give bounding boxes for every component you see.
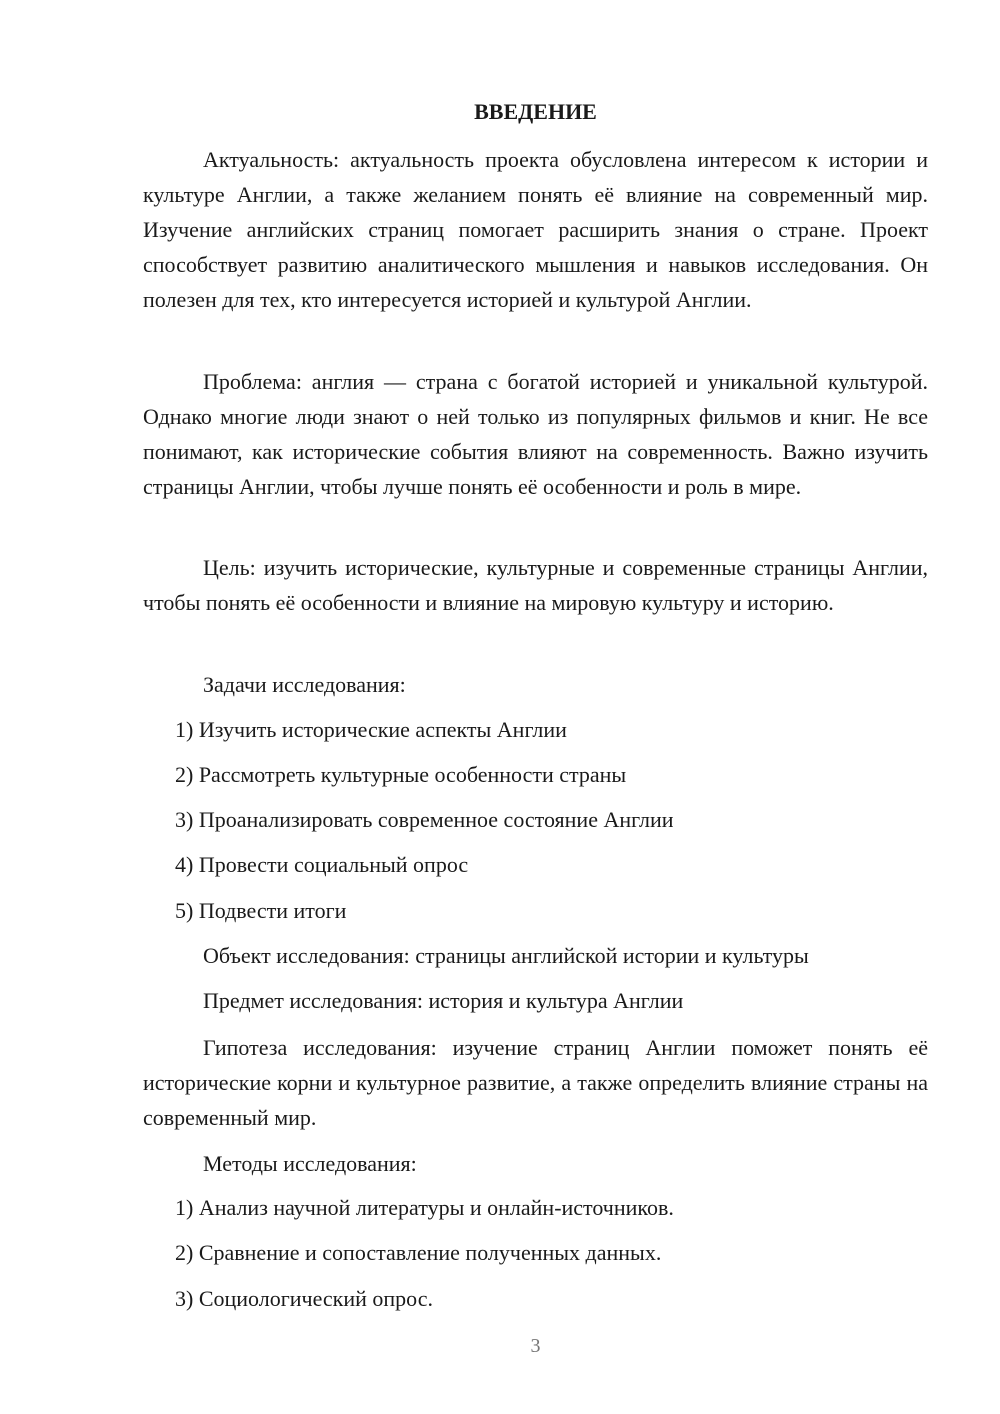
page-number: 3 [530, 1335, 541, 1357]
tasks-heading: Задачи исследования: [203, 672, 406, 697]
document-title: ВВЕДЕНИЕ [474, 99, 597, 124]
relevance-paragraph: Актуальность: актуальность проекта обусловлена интересом к истории и культуре Англии, а также желанием понять её влияние на современный мир. Изучение английских страниц помогает расширить знания о стране. Проект способствует развитию аналитического мышления и навыков исследования. Он полезен для тех, кто интересуется историей и культурой Англии. [143, 147, 928, 312]
problem-paragraph: Проблема: англия — страна с богатой историей и уникальной культурой. Однако многие люди знают о ней только из популярных фильмов и книг. Не все понимают, как исторические события влияют на современность. Важно изучить страницы Англии, чтобы лучше понять её особенности и роль в мире. [143, 369, 928, 499]
methods-heading: Методы исследования: [203, 1151, 417, 1176]
method-item: 1) Анализ научной литературы и онлайн-источников. [175, 1195, 674, 1220]
research-object: Объект исследования: страницы английской истории и культуры [203, 943, 809, 968]
hypothesis-paragraph: Гипотеза исследования: изучение страниц Англии поможет понять её исторические корни и культурное развитие, а также определить влияние страны на современный мир. [143, 1035, 928, 1130]
method-item: 3) Социологический опрос. [175, 1286, 433, 1311]
method-item: 2) Сравнение и сопоставление полученных данных. [175, 1240, 662, 1265]
research-subject: Предмет исследования: история и культура Англии [203, 988, 684, 1013]
document-page [143, 0, 928, 1414]
task-item: 1) Изучить исторические аспекты Англии [175, 717, 567, 742]
task-item: 3) Проанализировать современное состояние Англии [175, 807, 674, 832]
task-item: 4) Провести социальный опрос [175, 852, 469, 877]
task-item: 2) Рассмотреть культурные особенности страны [175, 762, 627, 787]
task-item: 5) Подвести итоги [175, 898, 347, 923]
goal-paragraph: Цель: изучить исторические, культурные и современные страницы Англии, чтобы понять её особенности и влияние на мировую культуру и историю. [143, 555, 928, 615]
